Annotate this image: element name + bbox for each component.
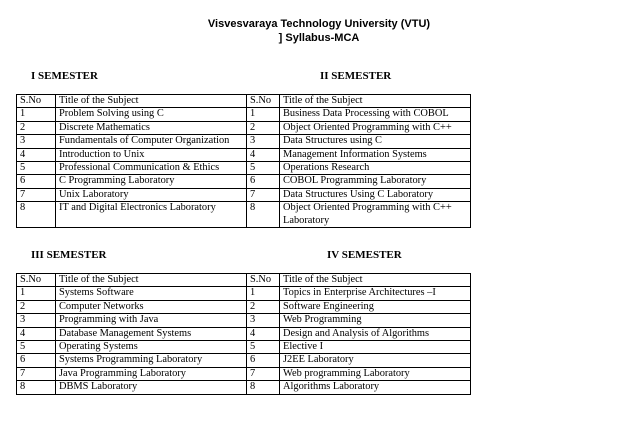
subject-cell: Database Management Systems bbox=[56, 327, 247, 340]
sno-cell: 1 bbox=[247, 287, 280, 300]
subject-cell: Topics in Enterprise Architectures –I bbox=[280, 287, 471, 300]
table-row bbox=[17, 148, 471, 161]
sno-cell: 2 bbox=[17, 300, 56, 313]
subject-cell: Elective I bbox=[280, 341, 471, 354]
semester-2-title: II SEMESTER bbox=[320, 70, 392, 82]
table-row bbox=[17, 202, 471, 228]
subject-cell: Fundamentals of Computer Organization bbox=[56, 135, 247, 148]
subject-cell: Software Engineering bbox=[280, 300, 471, 313]
subject-cell: Professional Communication & Ethics bbox=[56, 162, 247, 175]
table-row bbox=[17, 188, 471, 201]
sno-cell: 5 bbox=[17, 341, 56, 354]
sno-cell: 4 bbox=[17, 148, 56, 161]
semester-3-4-table bbox=[16, 273, 471, 395]
table-row bbox=[17, 121, 471, 134]
table-row bbox=[17, 135, 471, 148]
header-row bbox=[17, 274, 471, 287]
subject-cell: IT and Digital Electronics Laboratory bbox=[56, 202, 247, 228]
table-row bbox=[17, 367, 471, 380]
sno-cell: 5 bbox=[247, 341, 280, 354]
sno-cell: 7 bbox=[17, 188, 56, 201]
sno-cell: 8 bbox=[17, 381, 56, 394]
sno-cell: 6 bbox=[17, 175, 56, 188]
sno-cell: 7 bbox=[247, 188, 280, 201]
semester-1-2-table bbox=[16, 94, 471, 228]
subject-cell: Data Structures using C bbox=[280, 135, 471, 148]
sno-cell: 2 bbox=[247, 300, 280, 313]
sno-cell: 3 bbox=[17, 314, 56, 327]
sno-cell: 2 bbox=[247, 121, 280, 134]
sno-cell: 8 bbox=[247, 202, 280, 228]
header-row bbox=[17, 95, 471, 108]
semester-3-title: III SEMESTER bbox=[31, 249, 107, 261]
subject-cell: Web Programming bbox=[280, 314, 471, 327]
subject-cell: Java Programming Laboratory bbox=[56, 367, 247, 380]
sno-cell: 4 bbox=[247, 327, 280, 340]
subject-cell: Object Oriented Programming with C++ bbox=[280, 121, 471, 134]
subject-cell: J2EE Laboratory bbox=[280, 354, 471, 367]
subject-cell: Discrete Mathematics bbox=[56, 121, 247, 134]
sno-cell: 1 bbox=[17, 108, 56, 121]
subject-cell: Business Data Processing with COBOL bbox=[280, 108, 471, 121]
subject-cell: DBMS Laboratory bbox=[56, 381, 247, 394]
subject-cell: C Programming Laboratory bbox=[56, 175, 247, 188]
table-row bbox=[17, 327, 471, 340]
sno-cell: 3 bbox=[247, 314, 280, 327]
sno-cell: 6 bbox=[247, 354, 280, 367]
syllabus-subtitle: ] Syllabus-MCA bbox=[278, 32, 360, 44]
column-header: Title of the Subject bbox=[280, 274, 471, 287]
table-row bbox=[17, 175, 471, 188]
sno-cell: 6 bbox=[17, 354, 56, 367]
subject-cell: Unix Laboratory bbox=[56, 188, 247, 201]
sno-cell: 2 bbox=[17, 121, 56, 134]
column-header: S.No bbox=[247, 95, 280, 108]
subject-cell: Systems Software bbox=[56, 287, 247, 300]
sno-cell: 4 bbox=[17, 327, 56, 340]
sno-cell: 8 bbox=[17, 202, 56, 228]
column-header: S.No bbox=[17, 95, 56, 108]
column-header: Title of the Subject bbox=[56, 274, 247, 287]
table-row bbox=[17, 341, 471, 354]
semester-1-title: I SEMESTER bbox=[31, 70, 98, 82]
sno-cell: 7 bbox=[17, 367, 56, 380]
subject-cell: Design and Analysis of Algorithms bbox=[280, 327, 471, 340]
sno-cell: 5 bbox=[17, 162, 56, 175]
table-row bbox=[17, 300, 471, 313]
table-row bbox=[17, 314, 471, 327]
subject-cell: Algorithms Laboratory bbox=[280, 381, 471, 394]
sno-cell: 6 bbox=[247, 175, 280, 188]
sno-cell: 8 bbox=[247, 381, 280, 394]
sno-cell: 3 bbox=[17, 135, 56, 148]
sno-cell: 1 bbox=[247, 108, 280, 121]
column-header: Title of the Subject bbox=[280, 95, 471, 108]
table-row bbox=[17, 108, 471, 121]
subject-cell: Object Oriented Programming with C++ Laboratory bbox=[280, 202, 471, 228]
university-title: Visvesvaraya Technology University (VTU) bbox=[207, 18, 431, 30]
column-header: S.No bbox=[17, 274, 56, 287]
table-row bbox=[17, 162, 471, 175]
subject-cell: Computer Networks bbox=[56, 300, 247, 313]
column-header: S.No bbox=[247, 274, 280, 287]
sno-cell: 7 bbox=[247, 367, 280, 380]
subject-cell: Operations Research bbox=[280, 162, 471, 175]
table-row bbox=[17, 381, 471, 394]
column-header: Title of the Subject bbox=[56, 95, 247, 108]
subject-cell: Systems Programming Laboratory bbox=[56, 354, 247, 367]
subject-cell: Introduction to Unix bbox=[56, 148, 247, 161]
subject-cell: Web programming Laboratory bbox=[280, 367, 471, 380]
document-header bbox=[0, 17, 638, 45]
table-row bbox=[17, 354, 471, 367]
subject-cell: Problem Solving using C bbox=[56, 108, 247, 121]
sno-cell: 5 bbox=[247, 162, 280, 175]
subject-cell: COBOL Programming Laboratory bbox=[280, 175, 471, 188]
subject-cell: Data Structures Using C Laboratory bbox=[280, 188, 471, 201]
subject-cell: Operating Systems bbox=[56, 341, 247, 354]
subject-cell: Management Information Systems bbox=[280, 148, 471, 161]
table-row bbox=[17, 287, 471, 300]
semester-4-title: IV SEMESTER bbox=[327, 249, 402, 261]
sno-cell: 1 bbox=[17, 287, 56, 300]
subject-cell: Programming with Java bbox=[56, 314, 247, 327]
sno-cell: 4 bbox=[247, 148, 280, 161]
sno-cell: 3 bbox=[247, 135, 280, 148]
